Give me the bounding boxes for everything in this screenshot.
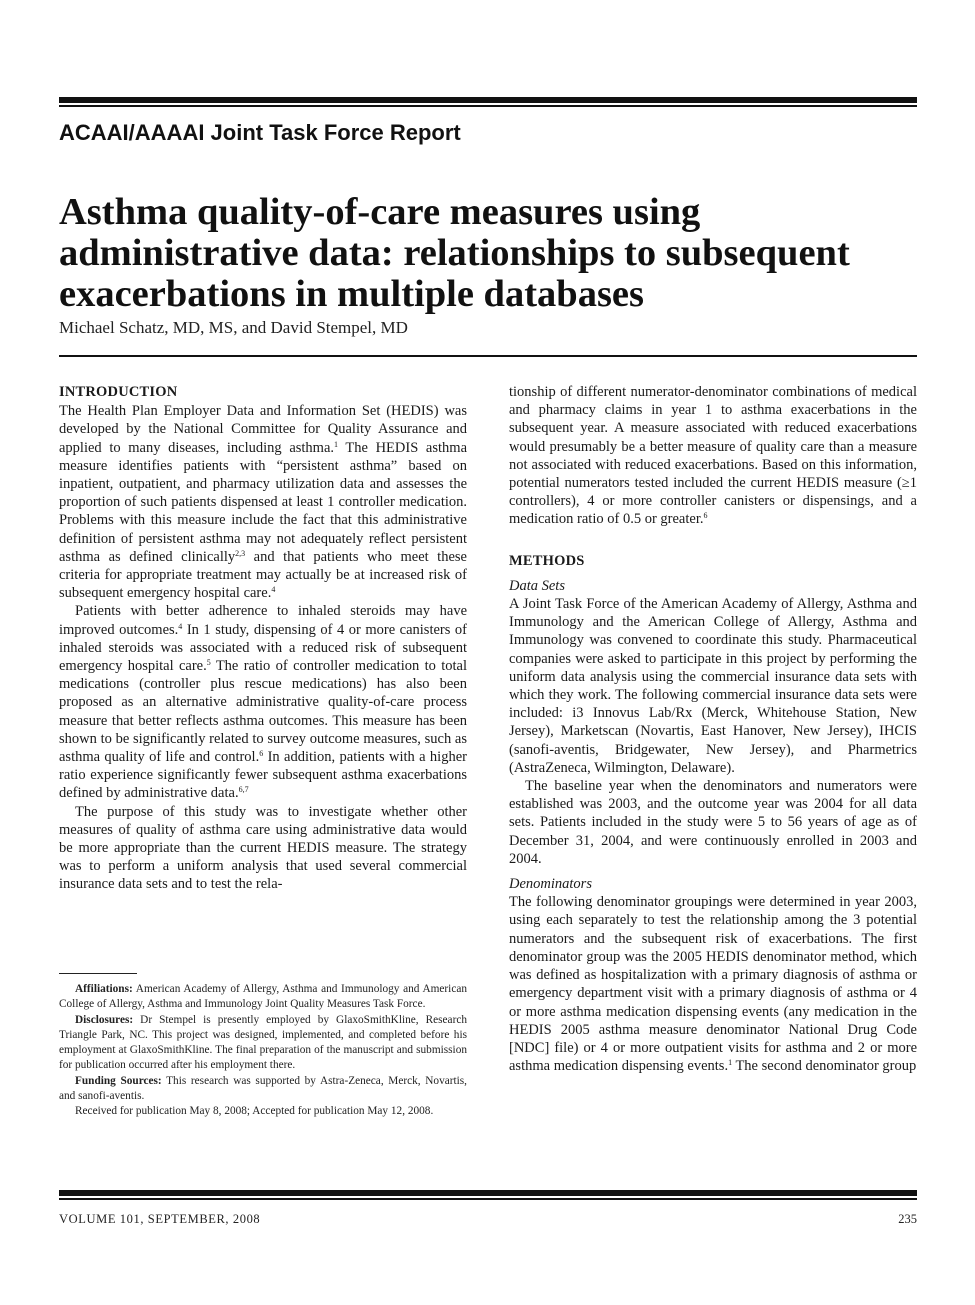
author-line: Michael Schatz, MD, MS, and David Stempel, MD	[59, 318, 408, 337]
citation-ref: 4	[271, 585, 276, 595]
intro-paragraph-3-part1: The purpose of this study was to investigate whether other measures of quality of asthma care using administrative data would be more appropriate than the current HEDIS measure. The strategy was to perform a uniform analysis that used several commercial insurance data sets and to test the rela-	[59, 803, 467, 893]
subheading-denominators: Denominators	[509, 876, 592, 893]
footnote-rule	[59, 973, 137, 974]
intro-paragraph-2	[59, 602, 467, 802]
footnote-funding	[59, 1074, 467, 1105]
text-run: The ratio of controller medication to total medications (controller plus rescue medications) has also been proposed as an alternative administrative quality-of-care process measure that better reflects asthma outcomes. This measure has been shown to be significantly related to survey outcome measures, such as asthma quality of life and control.	[59, 658, 467, 766]
footer-volume: VOLUME 101, SEPTEMBER, 2008	[59, 1212, 261, 1226]
footnote-text: American Academy of Allergy, Asthma and Immunology and American College of Allergy, Asthma and Immunology Joint Quality Measures Task Force.	[59, 983, 467, 1011]
footnote-affiliations	[59, 982, 467, 1013]
text-run: and that patients who meet these criteria for appropriate treatment may actually be at increased risk of subsequent emergency hospital care.	[59, 548, 467, 602]
series-label: ACAAI/AAAAI Joint Task Force Report	[59, 120, 461, 145]
footnote-text: Dr Stempel is presently employed by GlaxoSmithKline, Research Triangle Park, NC. This project was designed, implemented, and completed before his employment at GlaxoSmithKline. The final preparation of the manuscript and submission for publication occurred after his employment there.	[59, 1013, 467, 1072]
text-run: The HEDIS asthma measure identifies patients with “persistent asthma” based on inpatient, outpatient, and pharmacy utilization data and assesses the proportion of such patients dispensed at least 1 controller medication. Problems with this measure include the fact that this administrative definition of persistent asthma may not adequately reflect persistent asthma as defined clinically	[59, 439, 468, 565]
subheading-data-sets: Data Sets	[509, 577, 565, 594]
text-run: Patients with better adherence to inhaled steroids may have improved outcomes.	[59, 603, 467, 638]
text-run: The Health Plan Employer Data and Information Set (HEDIS) was developed by the National Committee for Quality Assurance and applied to many diseases, including asthma.	[59, 403, 467, 456]
citation-ref: 4	[178, 621, 183, 631]
article-title: Asthma quality-of-care measures using administrative data: relationships to subsequent exacerbations in multiple databases	[59, 191, 850, 315]
text-run: The second denominator group	[732, 1058, 917, 1075]
citation-ref: 6,7	[238, 785, 249, 795]
citation-ref: 6	[259, 749, 264, 759]
datasets-paragraph-2: The baseline year when the denominators and numerators were established was 2003, and the outcome year was 2004 for all data sets. Patients included in the study were 5 to 56 years of age as of December 31, 2004, and were continuously enrolled in 2003 and 2004.	[509, 778, 917, 867]
top-rule	[59, 97, 917, 103]
footnote-disclosures	[59, 1013, 467, 1074]
intro-paragraph-3-part2: tionship of different numerator-denominator combinations of medical and pharmacy claims in year 1 to asthma exacerbations in the subsequent year. A measure associated with reduced exacerbations would presumably be a better measure of quality care than a measure not associated with reduced exacerbations. Based on this information, potential numerators tested included the current HEDIS measure (≥1 controllers), 4 or more controller canisters or dispensings, and a medication ratio of 0.5 or greater.$^6$	[509, 384, 917, 528]
citation-ref: 5	[206, 658, 211, 668]
text-run: In 1 study, dispensing of 4 or more canisters of inhaled steroids was associated with a reduced risk of subsequent emergency hospital care.	[59, 621, 467, 675]
page-number: 235	[898, 1212, 917, 1226]
citation-ref: 2,3	[235, 548, 246, 558]
top-rule-thin	[59, 105, 917, 107]
citation-ref: 1	[728, 1058, 733, 1068]
footnote-text: This research was supported by Astra-Zeneca, Merck, Novartis, and sanofi-aventis.	[59, 1074, 468, 1103]
datasets-paragraph-1: A Joint Task Force of the American Academy of Allergy, Asthma and Immunology and the American College of Allergy, Asthma and Immunology was convened to coordinate this study. Pharmaceutical companies were asked to participate in this project by performing the uniform data analysis using the commercial insurance data sets with which they work. The following commercial insurance data sets were included: i3 Innovus Lab/Rx (Merck, Whitehouse Station, New Jersey), Marketscan (Novartis, East Hanover, New Jersey), IHCIS (sanofi-aventis, Bridgewater, New Jersey), and Pharmetrics (AstraZeneca, Wilmington, Delaware).	[509, 596, 917, 776]
footnote-received: Received for publication May 8, 2008; Accepted for publication May 12, 2008.	[75, 1105, 434, 1118]
right-column	[509, 383, 917, 1075]
footnote-label: Affiliations:	[75, 983, 133, 995]
footnote-label: Funding Sources:	[75, 1074, 162, 1087]
text-run: In addition, patients with a higher ratio experience significantly fewer subsequent asthma exacerbations defined by administrative data.	[59, 749, 467, 802]
left-column	[59, 383, 467, 894]
bottom-rule-thin	[59, 1198, 917, 1200]
section-heading-introduction: INTRODUCTION	[59, 384, 178, 400]
denominators-paragraph-1	[509, 893, 917, 1075]
text-run: The following denominator groupings were determined in year 2003, using each separately to test the relationship among the 3 potential numerators and the subsequent risk of exacerbations. The first denominator group was the 2005 HEDIS denominator method, which was defined as hospitalization with a primary diagnosis of asthma or emergency department visit with a primary diagnosis of asthma or 4 or more asthma medication dispensing events (any medication in the HEDIS 2005 asthma measure denominator National Drug Code [NDC] file) or 4 or more outpatient visits for asthma and 2 or more asthma medication dispensing events.	[509, 894, 917, 1075]
section-heading-methods: METHODS	[509, 552, 585, 569]
footnotes	[59, 982, 467, 1120]
footnote-label: Disclosures:	[75, 1013, 134, 1026]
citation-ref: 6	[703, 511, 708, 521]
bottom-rule	[59, 1190, 917, 1196]
intro-paragraph-1	[59, 402, 467, 602]
header-rule	[59, 355, 917, 357]
citation-ref: 1	[334, 439, 339, 449]
